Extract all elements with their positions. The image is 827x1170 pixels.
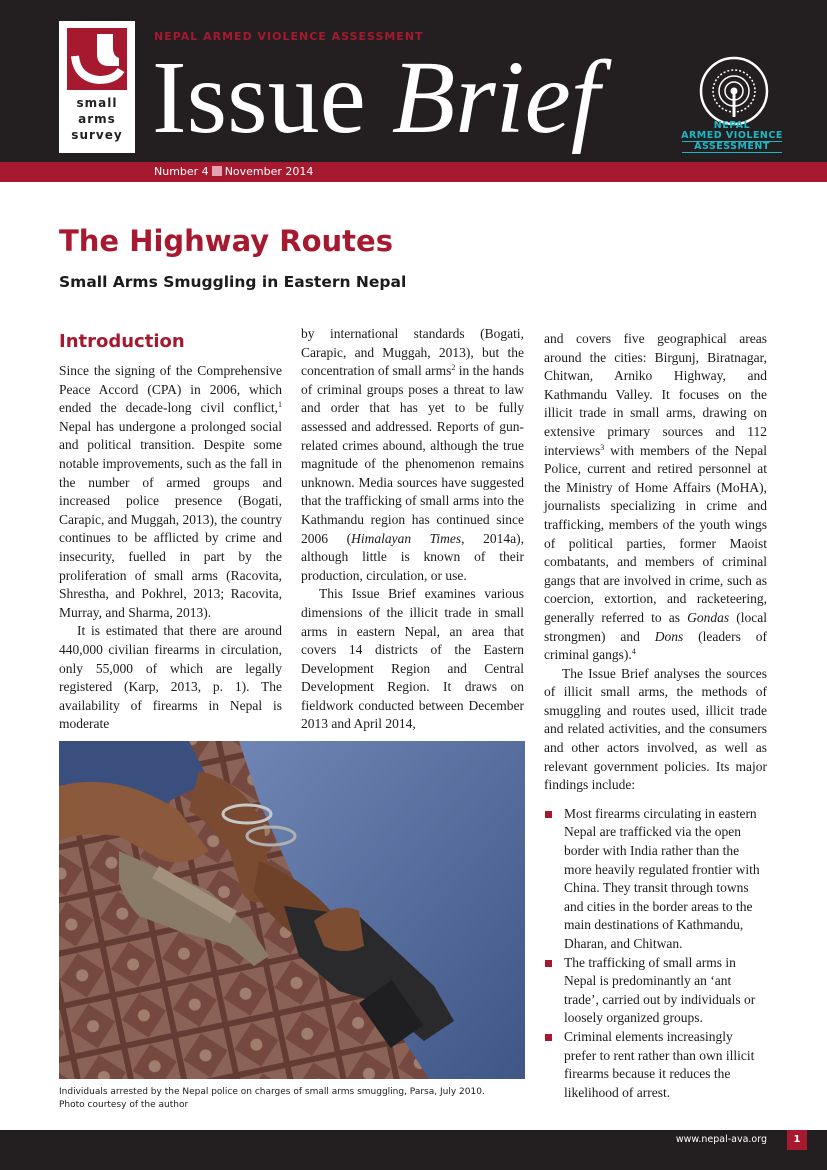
paragraph: This Issue Brief examines various dimensions of the illicit trade in small arms in eastern Nepal, an area that covers 14 districts of the Eastern Development Region and Central Development Region. It draws on fieldwork conducted between December 2013 and April 2014, bbox=[301, 586, 524, 732]
text-column-2 bbox=[301, 325, 524, 734]
text-column-3 bbox=[544, 330, 767, 1102]
article-subtitle: Small Arms Smuggling in Eastern Nepal bbox=[59, 273, 407, 291]
page-footer bbox=[0, 1130, 827, 1170]
page-number: 1 bbox=[787, 1130, 807, 1150]
section-heading-introduction: Introduction bbox=[59, 331, 185, 352]
nepal-ava-wordmark: NEPAL ARMED VIOLENCE ASSESSMENT bbox=[681, 120, 783, 152]
bullet-square-icon bbox=[545, 811, 552, 818]
findings-list bbox=[544, 805, 767, 1103]
article-photo bbox=[59, 741, 525, 1079]
paragraph: It is estimated that there are around 440,000 civilian firearms in circulation, only 55,000 of which are legally registered (Karp, 2013, p. 1). The availability of firearms in Nepal is moderate bbox=[59, 623, 282, 732]
paragraph: Since the signing of the Comprehensive Peace Accord (CPA) in 2006, which ended the decade-long civil conflict,$^1$ Nepal has undergone a prolonged social and political transition. Despite some notable improvements, such as the fall in the number of armed groups and increased police presence (Bogati, Carapic, and Muggah, 2013), the country continues to be afflicted by crime and insecurity, fuelled in part by the proliferation of small arms (Racovita, Shrestha, and Pokhrel, 2013; Racovita, Murray, and Sharma, 2013). bbox=[59, 363, 282, 620]
website-link[interactable]: www.nepal-ava.org bbox=[675, 1134, 767, 1145]
footnote-ref[interactable]: 4 bbox=[631, 647, 636, 657]
list-item: Criminal elements increasingly prefer to rent rather than own illicit firearms because it reduces the likelihood of arrest. bbox=[544, 1028, 767, 1102]
photo-caption: Individuals arrested by the Nepal police on charges of small arms smuggling, Parsa, July 2010. Photo courtesy of the author bbox=[59, 1087, 485, 1110]
issue-band bbox=[0, 162, 827, 182]
footnote-ref[interactable]: 3 bbox=[600, 442, 605, 452]
photo-illustration bbox=[59, 741, 525, 1079]
footnote-ref[interactable]: 1 bbox=[278, 400, 282, 410]
nepal-ava-emblem-icon bbox=[698, 55, 770, 127]
article-title: The Highway Routes bbox=[59, 224, 393, 258]
text-column-1 bbox=[59, 362, 282, 734]
masthead bbox=[0, 0, 827, 162]
list-item: Most firearms circulating in eastern Nepal are trafficked via the open border with India rather than the more heavily regulated frontier with China. They transit through towns and cities in the border areas to the main destinations of Kathmandu, Dharan, and Chitwan. bbox=[544, 805, 767, 954]
issue-info: Number 4 November 2014 bbox=[154, 165, 314, 178]
bullet-square-icon bbox=[545, 960, 552, 967]
small-arms-survey-emblem-icon bbox=[67, 28, 127, 90]
publication-title: Issue Brief bbox=[152, 40, 600, 155]
paragraph: and covers five geographical areas around the cities: Birgunj, Biratnagar, Chitwan, Arniko Highway, and Kathmandu Valley. It focuses on the illicit trade in small arms, drawing on extensive primary sources and 112 interviews$^3$ with members of the Nepal Police, current and retired personnel at the Ministry of Home Affairs (MoHA), journalists specializing in crime and trafficking, members of the youth wings of political parties, former Maoist combatants, and members of criminal gangs that are involved in crime, such as coercion, extortion, and racketeering, generally referred to as Gondas (local strongmen) and Dons (leaders of criminal gangs).$^4$ bbox=[544, 331, 767, 663]
list-item: The trafficking of small arms in Nepal is predominantly an ‘ant trade’, carried out by individuals or loosely organized groups. bbox=[544, 954, 767, 1028]
paragraph: The Issue Brief analyses the sources of illicit small arms, the methods of smuggling and routes used, illicit trade and related activities, and the consumers and other actors involved, as well as relevant government policies. Its major findings include: bbox=[544, 665, 767, 793]
paragraph: by international standards (Bogati, Carapic, and Muggah, 2013), but the concentration of small arms$^2$ in the hands of criminal groups poses a threat to law and order that has yet to be fully assessed and addressed. Reports of gun-related crimes abound, although the true magnitude of the phenomenon remains unknown. Media sources have suggested that the trafficking of small arms into the Kathmandu region has continued since 2006 (Himalayan Times, 2014a), although little is known of their production, circulation, or use. bbox=[301, 326, 524, 583]
small-arms-survey-logo bbox=[58, 20, 136, 154]
bullet-square-icon bbox=[545, 1034, 552, 1041]
logo-wordmark: small arms survey bbox=[71, 96, 123, 142]
issue-separator bbox=[212, 166, 222, 176]
footnote-ref[interactable]: 2 bbox=[451, 363, 456, 373]
series-name: NEPAL ARMED VIOLENCE ASSESSMENT bbox=[154, 30, 424, 43]
